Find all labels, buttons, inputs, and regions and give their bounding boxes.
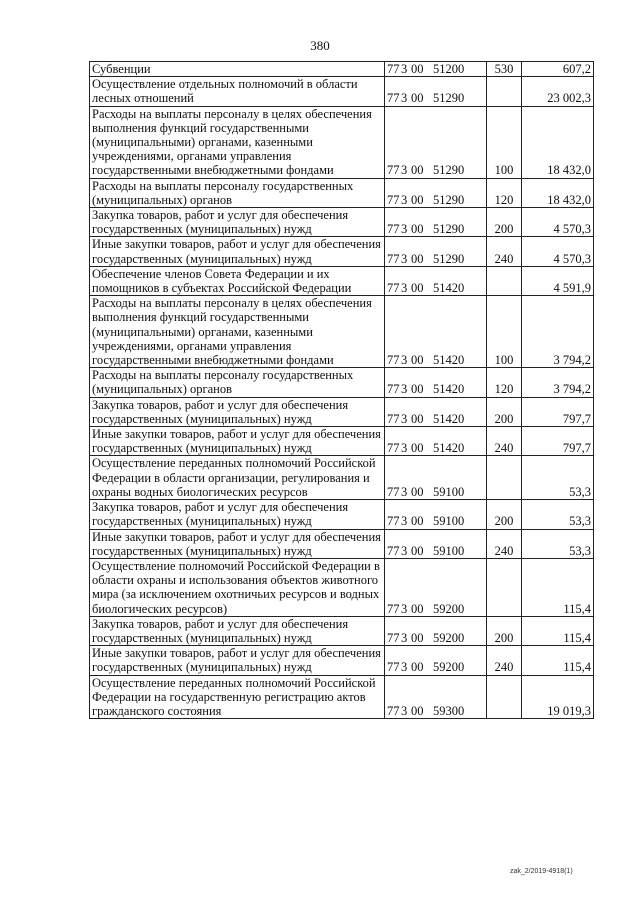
target-article-code-cell (385, 675, 487, 719)
expense-type-cell (487, 558, 522, 616)
expense-name-cell: Расходы на выплаты персоналу государственных (муниципальных) органов (90, 368, 385, 397)
expense-type-cell: 200 (487, 208, 522, 237)
code-segment: 00 (411, 192, 424, 207)
table-row (90, 397, 594, 426)
expense-name-cell: Осуществление полномочий Российской Федерации в области охраны и использования объектов животного мира (за исключением охотничьих ресурсов и водных биологических ресурсов) (90, 558, 385, 616)
amount-cell: 115,4 (522, 646, 594, 675)
code-segment: 00 (411, 703, 424, 718)
code-segment: 51420 (433, 281, 465, 296)
code-segment: 51290 (433, 163, 465, 178)
table-row (90, 646, 594, 675)
expense-name-cell: Иные закупки товаров, работ и услуг для обеспечения государственных (муниципальных) нужд (90, 427, 385, 456)
code-segment: 3 (401, 703, 408, 718)
code-segment: 00 (411, 353, 424, 368)
page-number: 380 (310, 38, 330, 53)
code-segment: 51200 (433, 62, 465, 76)
code-segment: 77 (387, 441, 400, 456)
code-segment: 51290 (433, 251, 465, 266)
amount-cell: 4 570,3 (522, 208, 594, 237)
amount-cell: 3 794,2 (522, 296, 594, 368)
target-article-code-cell (385, 646, 487, 675)
code-segment: 3 (401, 281, 408, 296)
code-segment: 59100 (433, 543, 465, 558)
expense-type-cell: 200 (487, 397, 522, 426)
code-segment: 77 (387, 163, 400, 178)
amount-cell: 797,7 (522, 397, 594, 426)
code-segment: 77 (387, 601, 400, 616)
code-segment: 3 (401, 192, 408, 207)
code-segment: 00 (411, 411, 424, 426)
code-segment: 59300 (433, 703, 465, 718)
code-segment: 59100 (433, 514, 465, 529)
code-segment: 00 (411, 543, 424, 558)
code-segment: 00 (411, 484, 424, 499)
code-segment: 59200 (433, 630, 465, 645)
target-article-code-cell (385, 500, 487, 529)
code-segment: 77 (387, 251, 400, 266)
table-row (90, 427, 594, 456)
amount-cell: 607,2 (522, 62, 594, 77)
budget-table-body (90, 62, 594, 719)
target-article-code-cell (385, 616, 487, 645)
target-article-code-cell (385, 178, 487, 207)
code-segment: 00 (411, 62, 424, 76)
amount-cell: 18 432,0 (522, 178, 594, 207)
code-segment: 51420 (433, 441, 465, 456)
code-segment: 00 (411, 222, 424, 237)
expense-type-cell: 120 (487, 178, 522, 207)
table-row (90, 208, 594, 237)
table-row (90, 368, 594, 397)
code-segment: 51290 (433, 91, 465, 106)
code-segment: 3 (401, 91, 408, 106)
code-segment: 3 (401, 382, 408, 397)
expense-type-cell (487, 77, 522, 106)
target-article-code-cell (385, 368, 487, 397)
code-segment: 00 (411, 281, 424, 296)
expense-name-cell: Закупка товаров, работ и услуг для обеспечения государственных (муниципальных) нужд (90, 616, 385, 645)
document-code: zak_2/2019-4918(1) (510, 868, 573, 875)
table-row (90, 616, 594, 645)
amount-cell: 4 570,3 (522, 237, 594, 266)
expense-type-cell: 200 (487, 616, 522, 645)
table-row (90, 558, 594, 616)
code-segment: 00 (411, 91, 424, 106)
table-row (90, 266, 594, 295)
target-article-code-cell (385, 558, 487, 616)
expense-type-cell (487, 675, 522, 719)
expense-type-cell: 240 (487, 427, 522, 456)
code-segment: 77 (387, 222, 400, 237)
code-segment: 77 (387, 411, 400, 426)
code-segment: 77 (387, 382, 400, 397)
expense-name-cell: Закупка товаров, работ и услуг для обеспечения государственных (муниципальных) нужд (90, 208, 385, 237)
expense-type-cell: 240 (487, 237, 522, 266)
target-article-code-cell (385, 62, 487, 77)
target-article-code-cell (385, 106, 487, 178)
amount-cell: 115,4 (522, 558, 594, 616)
expense-type-cell: 100 (487, 296, 522, 368)
code-segment: 51420 (433, 411, 465, 426)
code-segment: 77 (387, 630, 400, 645)
expense-type-cell: 240 (487, 646, 522, 675)
amount-cell: 53,3 (522, 456, 594, 500)
target-article-code-cell (385, 296, 487, 368)
code-segment: 00 (411, 514, 424, 529)
code-segment: 3 (401, 62, 408, 76)
code-segment: 51420 (433, 382, 465, 397)
expense-type-cell: 530 (487, 62, 522, 77)
target-article-code-cell (385, 237, 487, 266)
code-segment: 51420 (433, 353, 465, 368)
code-segment: 00 (411, 382, 424, 397)
amount-cell: 53,3 (522, 529, 594, 558)
code-segment: 3 (401, 251, 408, 266)
target-article-code-cell (385, 77, 487, 106)
code-segment: 3 (401, 543, 408, 558)
table-row (90, 237, 594, 266)
code-segment: 3 (401, 222, 408, 237)
code-segment: 3 (401, 601, 408, 616)
expense-type-cell (487, 266, 522, 295)
code-segment: 77 (387, 62, 400, 76)
code-segment: 77 (387, 281, 400, 296)
code-segment: 00 (411, 163, 424, 178)
target-article-code-cell (385, 456, 487, 500)
expense-name-cell: Субвенции (90, 62, 385, 77)
expense-type-cell: 100 (487, 106, 522, 178)
expense-name-cell: Иные закупки товаров, работ и услуг для обеспечения государственных (муниципальных) нужд (90, 646, 385, 675)
code-segment: 3 (401, 660, 408, 675)
table-row (90, 529, 594, 558)
budget-table (89, 61, 594, 719)
table-row (90, 62, 594, 77)
code-segment: 59200 (433, 601, 465, 616)
table-row (90, 500, 594, 529)
expense-type-cell: 240 (487, 529, 522, 558)
target-article-code-cell (385, 427, 487, 456)
amount-cell: 4 591,9 (522, 266, 594, 295)
code-segment: 59100 (433, 484, 465, 499)
code-segment: 3 (401, 163, 408, 178)
code-segment: 3 (401, 514, 408, 529)
code-segment: 77 (387, 514, 400, 529)
code-segment: 77 (387, 484, 400, 499)
expense-type-cell: 120 (487, 368, 522, 397)
code-segment: 59200 (433, 660, 465, 675)
code-segment: 77 (387, 703, 400, 718)
table-row (90, 178, 594, 207)
table-row (90, 296, 594, 368)
code-segment: 77 (387, 660, 400, 675)
expense-name-cell: Осуществление отдельных полномочий в области лесных отношений (90, 77, 385, 106)
amount-cell: 3 794,2 (522, 368, 594, 397)
amount-cell: 53,3 (522, 500, 594, 529)
code-segment: 3 (401, 441, 408, 456)
code-segment: 51290 (433, 222, 465, 237)
expense-name-cell: Закупка товаров, работ и услуг для обеспечения государственных (муниципальных) нужд (90, 397, 385, 426)
expense-name-cell: Иные закупки товаров, работ и услуг для обеспечения государственных (муниципальных) нужд (90, 529, 385, 558)
expense-name-cell: Расходы на выплаты персоналу государственных (муниципальных) органов (90, 178, 385, 207)
table-row (90, 77, 594, 106)
code-segment: 00 (411, 660, 424, 675)
amount-cell: 19 019,3 (522, 675, 594, 719)
code-segment: 77 (387, 353, 400, 368)
expense-name-cell: Обеспечение членов Совета Федерации и их помощников в субъектах Российской Федерации (90, 266, 385, 295)
code-segment: 00 (411, 601, 424, 616)
code-segment: 77 (387, 192, 400, 207)
amount-cell: 115,4 (522, 616, 594, 645)
code-segment: 3 (401, 630, 408, 645)
code-segment: 00 (411, 441, 424, 456)
expense-name-cell: Осуществление переданных полномочий Российской Федерации на государственную регистрацию актов гражданского состояния (90, 675, 385, 719)
code-segment: 77 (387, 543, 400, 558)
expense-type-cell (487, 456, 522, 500)
amount-cell: 797,7 (522, 427, 594, 456)
amount-cell: 18 432,0 (522, 106, 594, 178)
code-segment: 77 (387, 91, 400, 106)
code-segment: 3 (401, 484, 408, 499)
expense-name-cell: Иные закупки товаров, работ и услуг для обеспечения государственных (муниципальных) нужд (90, 237, 385, 266)
table-row (90, 675, 594, 719)
table-row (90, 456, 594, 500)
code-segment: 00 (411, 251, 424, 266)
table-row (90, 106, 594, 178)
target-article-code-cell (385, 266, 487, 295)
expense-name-cell: Осуществление переданных полномочий Российской Федерации в области организации, регулирования и охраны водных биологических ресурсов (90, 456, 385, 500)
expense-type-cell: 200 (487, 500, 522, 529)
target-article-code-cell (385, 397, 487, 426)
amount-cell: 23 002,3 (522, 77, 594, 106)
code-segment: 3 (401, 411, 408, 426)
code-segment: 3 (401, 353, 408, 368)
code-segment: 51290 (433, 192, 465, 207)
expense-name-cell: Расходы на выплаты персоналу в целях обеспечения выполнения функций государственными (муниципальными) органами, казенными учреждениями, органами управления государственными внебюджетными фондами (90, 106, 385, 178)
expense-name-cell: Расходы на выплаты персоналу в целях обеспечения выполнения функций государственными (муниципальными) органами, казенными учреждениями, органами управления государственными внебюджетными фондами (90, 296, 385, 368)
expense-name-cell: Закупка товаров, работ и услуг для обеспечения государственных (муниципальных) нужд (90, 500, 385, 529)
target-article-code-cell (385, 529, 487, 558)
target-article-code-cell (385, 208, 487, 237)
code-segment: 00 (411, 630, 424, 645)
